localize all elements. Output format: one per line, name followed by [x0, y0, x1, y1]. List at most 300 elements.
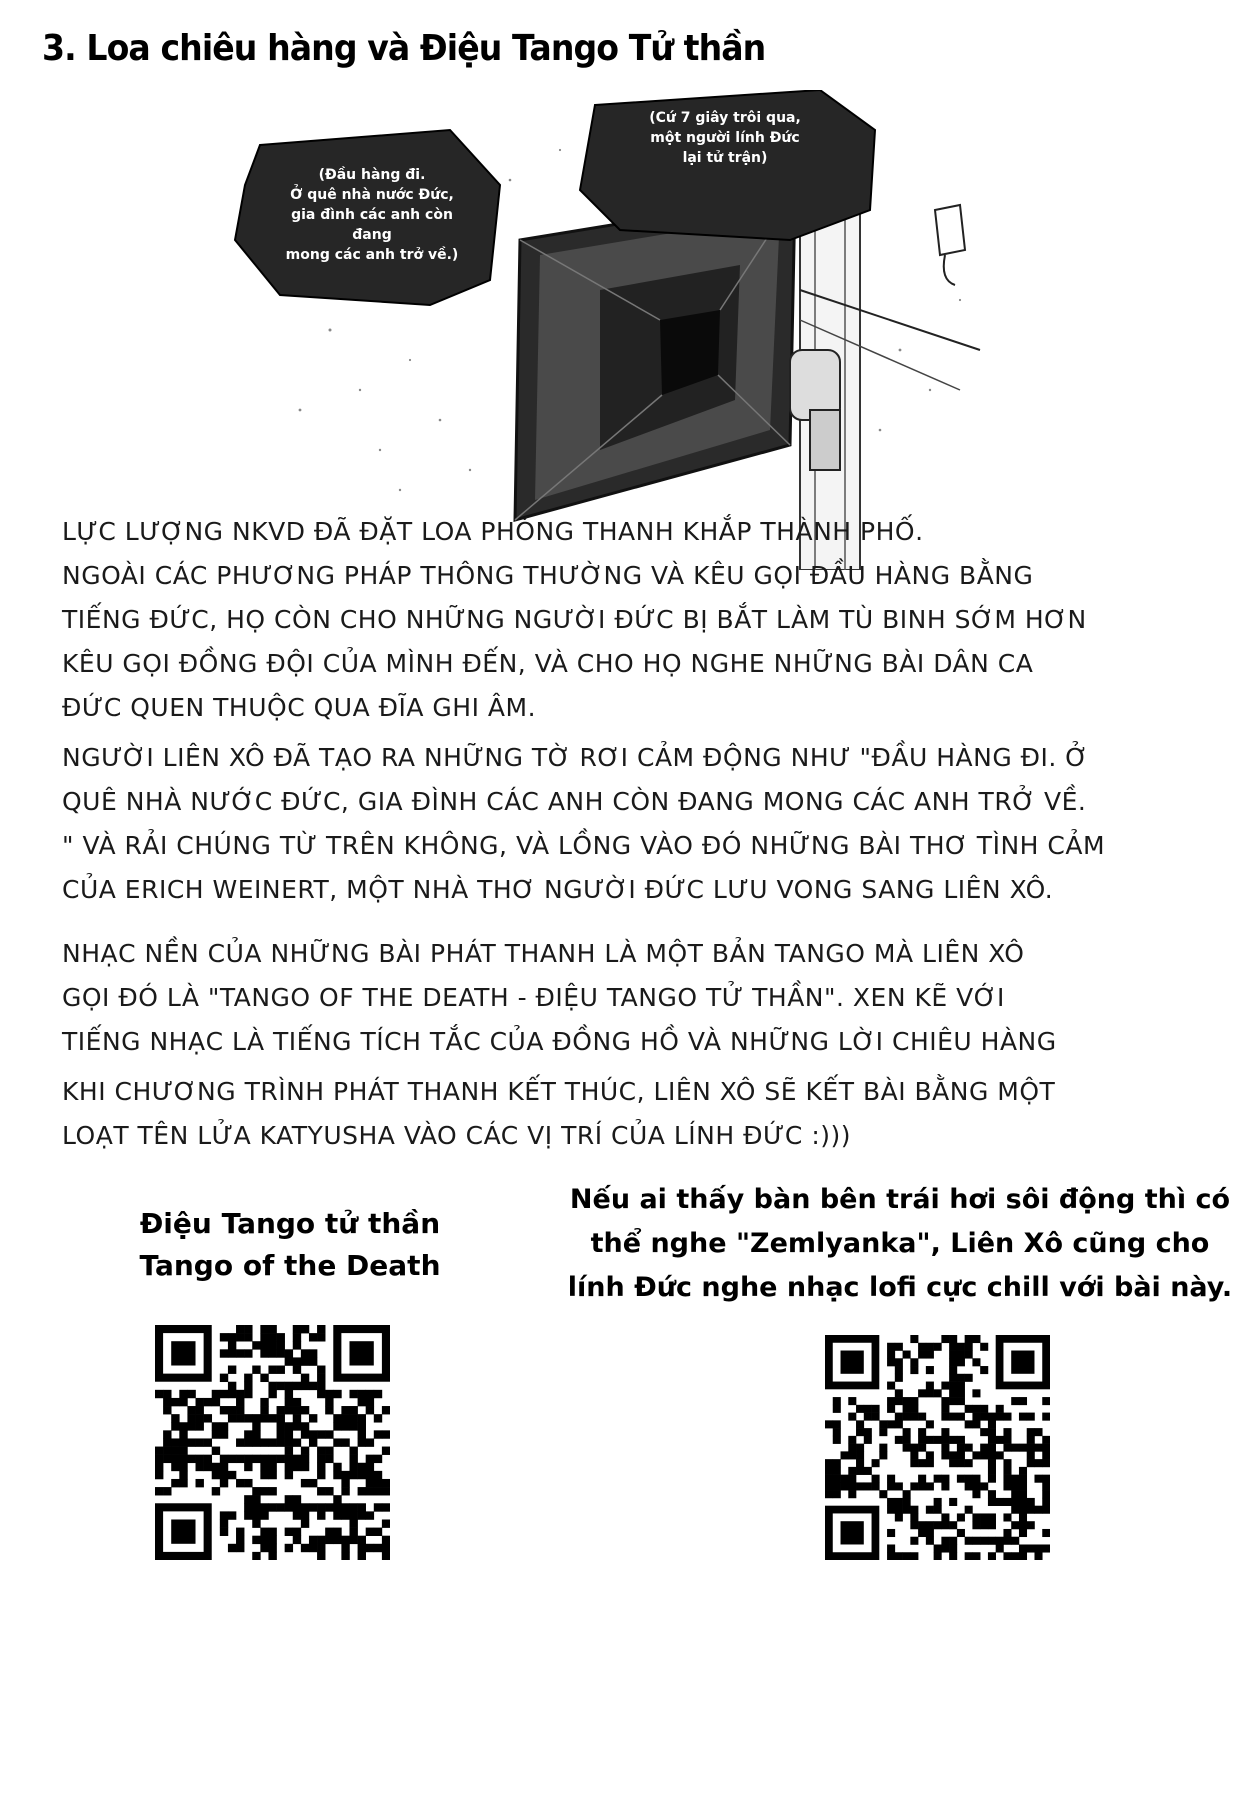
qr-code-icon[interactable]	[825, 1335, 1050, 1560]
qr-module	[1027, 1428, 1035, 1436]
qr-module	[196, 1463, 204, 1471]
qr-module	[228, 1471, 236, 1479]
qr-module	[879, 1420, 887, 1428]
qr-module	[349, 1471, 357, 1479]
qr-module	[196, 1406, 204, 1414]
qr-module	[301, 1511, 309, 1519]
qr-module	[895, 1498, 903, 1506]
qr-module	[895, 1513, 903, 1521]
qr-module	[293, 1398, 301, 1406]
bubble-line: (Cứ 7 giây trôi qua,	[649, 110, 801, 126]
qr-module	[848, 1397, 856, 1405]
qr-module	[293, 1422, 301, 1430]
qr-module	[887, 1405, 895, 1413]
qr-module	[196, 1479, 204, 1487]
qr-module	[1011, 1444, 1019, 1452]
qr-module	[252, 1552, 260, 1560]
qr-module	[293, 1333, 301, 1341]
page-title: 3. Loa chiêu hàng và Điệu Tango Tử thần	[42, 28, 766, 69]
paragraph-3	[62, 932, 1182, 1064]
qr-module	[972, 1490, 980, 1498]
qr-module	[1027, 1521, 1035, 1529]
qr-finder-pattern	[841, 1351, 864, 1374]
qr-module	[358, 1438, 366, 1446]
qr-module	[980, 1451, 988, 1459]
qr-module	[980, 1366, 988, 1374]
qr-module	[277, 1406, 285, 1414]
qr-module	[988, 1490, 996, 1498]
qr-module	[949, 1374, 957, 1382]
qr-module	[212, 1487, 220, 1495]
qr-module	[293, 1503, 301, 1511]
qr-module	[252, 1495, 260, 1503]
qr-module	[285, 1455, 293, 1463]
qr-module	[252, 1487, 260, 1495]
qr-finder-pattern	[841, 1521, 864, 1544]
qr-module	[374, 1487, 382, 1495]
qr-module	[260, 1544, 268, 1552]
qr-module	[179, 1430, 187, 1438]
qr-module	[349, 1511, 357, 1519]
qr-module	[988, 1521, 996, 1529]
qr-module	[309, 1479, 317, 1487]
qr-module	[1011, 1521, 1019, 1529]
qr-module	[333, 1438, 341, 1446]
qr-module	[155, 1471, 163, 1479]
qr-module	[293, 1382, 301, 1390]
qr-module	[1011, 1397, 1019, 1405]
qr-module	[1011, 1490, 1019, 1498]
qr-module	[358, 1422, 366, 1430]
qr-module	[228, 1390, 236, 1398]
qr-module	[317, 1463, 325, 1471]
qr-module	[228, 1455, 236, 1463]
text-line: ĐỨC QUEN THUỘC QUA ĐĨA GHI ÂM.	[62, 693, 537, 722]
qr-module	[1003, 1537, 1011, 1545]
bubble-line: gia đình các anh còn đang	[291, 207, 453, 243]
qr-module	[358, 1471, 366, 1479]
qr-module	[366, 1398, 374, 1406]
qr-module	[325, 1430, 333, 1438]
qr-module	[374, 1503, 382, 1511]
qr-module	[1011, 1482, 1019, 1490]
bubble-line: mong các anh trở về.)	[285, 247, 459, 263]
qr-module	[965, 1552, 973, 1560]
qr-module	[918, 1351, 926, 1359]
qr-module	[285, 1528, 293, 1536]
qr-module	[358, 1552, 366, 1560]
qr-module	[825, 1459, 833, 1467]
qr-module	[856, 1459, 864, 1467]
qr-module	[382, 1487, 390, 1495]
qr-module	[918, 1436, 926, 1444]
qr-module	[268, 1349, 276, 1357]
qr-module	[1019, 1513, 1027, 1521]
qr-module	[293, 1357, 301, 1365]
qr-module	[163, 1406, 171, 1414]
qr-module	[349, 1455, 357, 1463]
qr-module	[1027, 1506, 1035, 1514]
qr-module	[220, 1422, 228, 1430]
qr-module	[879, 1444, 887, 1452]
qr-module	[833, 1459, 841, 1467]
qr-module	[833, 1405, 841, 1413]
qr-module	[268, 1325, 276, 1333]
qr-module	[988, 1451, 996, 1459]
qr-module	[349, 1422, 357, 1430]
qr-module	[309, 1430, 317, 1438]
qr-module	[949, 1552, 957, 1560]
qr-module	[341, 1422, 349, 1430]
qr-module	[1034, 1475, 1042, 1483]
qr-module	[333, 1495, 341, 1503]
text-line: KHI CHƯƠNG TRÌNH PHÁT THANH KẾT THÚC, LIÊN XÔ SẼ KẾT BÀI BẰNG MỘT	[62, 1077, 1056, 1106]
qr-module	[301, 1430, 309, 1438]
qr-module	[268, 1382, 276, 1390]
qr-module	[204, 1463, 212, 1471]
qr-module	[325, 1447, 333, 1455]
qr-module	[277, 1430, 285, 1438]
qr-module	[1027, 1413, 1035, 1421]
qr-module	[934, 1475, 942, 1483]
qr-module	[187, 1406, 195, 1414]
qr-module	[187, 1438, 195, 1446]
qr-module	[252, 1366, 260, 1374]
text-line: CỦA ERICH WEINERT, MỘT NHÀ THƠ NGƯỜI ĐỨC LƯU VONG SANG LIÊN XÔ.	[62, 875, 1054, 904]
qr-module	[972, 1358, 980, 1366]
qr-module	[833, 1490, 841, 1498]
qr-module	[980, 1444, 988, 1452]
qr-module	[903, 1490, 911, 1498]
qr-module	[910, 1521, 918, 1529]
qr-module	[895, 1358, 903, 1366]
qr-module	[163, 1438, 171, 1446]
qr-module	[918, 1521, 926, 1529]
qr-module	[833, 1467, 841, 1475]
qr-module	[895, 1413, 903, 1421]
qr-module	[1011, 1537, 1019, 1545]
qr-module	[366, 1390, 374, 1398]
qr-module	[309, 1503, 317, 1511]
qr-module	[285, 1495, 293, 1503]
qr-module	[895, 1397, 903, 1405]
qr-module	[196, 1398, 204, 1406]
qr-module	[212, 1422, 220, 1430]
text-line: GỌI ĐÓ LÀ "TANGO OF THE DEATH - ĐIỆU TANGO TỬ THẦN". XEN KẼ VỚI	[62, 983, 1005, 1012]
qr-module	[1003, 1475, 1011, 1483]
qr-module	[1019, 1498, 1027, 1506]
paragraph-4	[62, 1070, 1182, 1158]
qr-module	[163, 1390, 171, 1398]
qr-module	[918, 1413, 926, 1421]
qr-module	[903, 1413, 911, 1421]
qr-module	[1019, 1444, 1027, 1452]
qr-module	[236, 1325, 244, 1333]
qr-module	[349, 1528, 357, 1536]
qr-module	[972, 1405, 980, 1413]
qr-module	[268, 1438, 276, 1446]
qr-module	[872, 1459, 880, 1467]
qr-module	[268, 1333, 276, 1341]
qr-module	[934, 1544, 942, 1552]
qr-module	[980, 1343, 988, 1351]
qr-module	[887, 1544, 895, 1552]
qr-module	[366, 1463, 374, 1471]
qr-module	[941, 1428, 949, 1436]
qr-module	[957, 1382, 965, 1390]
qr-module	[972, 1413, 980, 1421]
qr-module	[212, 1390, 220, 1398]
qr-module	[349, 1406, 357, 1414]
qr-module	[965, 1482, 973, 1490]
qr-module	[895, 1389, 903, 1397]
qr-module	[220, 1349, 228, 1357]
qr-module	[317, 1390, 325, 1398]
qr-module	[163, 1398, 171, 1406]
qr-module	[988, 1444, 996, 1452]
qr-module	[236, 1414, 244, 1422]
qr-module	[949, 1451, 957, 1459]
qr-module	[341, 1406, 349, 1414]
qr-module	[325, 1528, 333, 1536]
qr-module	[252, 1503, 260, 1511]
qr-module	[848, 1436, 856, 1444]
qr-module	[833, 1428, 841, 1436]
qr-module	[941, 1521, 949, 1529]
qr-module	[268, 1463, 276, 1471]
qr-module	[910, 1506, 918, 1514]
qr-module	[293, 1366, 301, 1374]
qr-module	[220, 1430, 228, 1438]
qr-module	[926, 1389, 934, 1397]
qr-module	[277, 1341, 285, 1349]
qr-module	[268, 1544, 276, 1552]
qr-module	[1027, 1436, 1035, 1444]
qr-module	[1019, 1490, 1027, 1498]
qr-module	[317, 1430, 325, 1438]
qr-module	[374, 1430, 382, 1438]
qr-module	[155, 1390, 163, 1398]
qr-module	[171, 1455, 179, 1463]
qr-module	[957, 1513, 965, 1521]
text-line: QUÊ NHÀ NƯỚC ĐỨC, GIA ĐÌNH CÁC ANH CÒN ĐANG MONG CÁC ANH TRỞ VỀ.	[62, 787, 1087, 816]
qr-module	[910, 1413, 918, 1421]
qr-label-line: thể nghe "Zemlyanka", Liên Xô cũng cho	[590, 1228, 1210, 1259]
qr-module	[187, 1455, 195, 1463]
qr-module	[349, 1519, 357, 1527]
qr-module	[244, 1455, 252, 1463]
qr-module	[1011, 1552, 1019, 1560]
qr-module	[333, 1536, 341, 1544]
qr-module	[301, 1382, 309, 1390]
qr-module	[1042, 1544, 1050, 1552]
qr-module	[341, 1438, 349, 1446]
qr-module	[341, 1479, 349, 1487]
qr-module	[887, 1475, 895, 1483]
qr-module	[1003, 1498, 1011, 1506]
text-line: NGOÀI CÁC PHƯƠNG PHÁP THÔNG THƯỜNG VÀ KÊU GỌI ĐẦU HÀNG BẰNG	[62, 561, 1034, 590]
qr-module	[918, 1459, 926, 1467]
text-line: NHẠC NỀN CỦA NHỮNG BÀI PHÁT THANH LÀ MỘT BẢN TANGO MÀ LIÊN XÔ	[62, 939, 1025, 968]
qr-module	[949, 1366, 957, 1374]
qr-module	[856, 1428, 864, 1436]
qr-module	[341, 1552, 349, 1560]
qr-module	[155, 1487, 163, 1495]
qr-module	[996, 1451, 1004, 1459]
qr-module	[1034, 1506, 1042, 1514]
qr-module	[957, 1459, 965, 1467]
qr-module	[341, 1471, 349, 1479]
qr-module	[382, 1479, 390, 1487]
qr-module	[220, 1528, 228, 1536]
qr-module	[825, 1467, 833, 1475]
qr-module	[333, 1503, 341, 1511]
qr-module	[1034, 1444, 1042, 1452]
qr-module	[366, 1487, 374, 1495]
qr-module	[825, 1475, 833, 1483]
qr-module	[236, 1455, 244, 1463]
qr-module	[358, 1463, 366, 1471]
qr-module	[941, 1513, 949, 1521]
qr-module	[244, 1463, 252, 1471]
qr-module	[1019, 1467, 1027, 1475]
qr-module	[277, 1382, 285, 1390]
qr-module	[317, 1447, 325, 1455]
qr-module	[268, 1341, 276, 1349]
qr-module	[903, 1552, 911, 1560]
qr-module	[244, 1333, 252, 1341]
qr-module	[957, 1529, 965, 1537]
qr-module	[825, 1490, 833, 1498]
qr-module	[277, 1455, 285, 1463]
qr-module	[941, 1405, 949, 1413]
qr-module	[228, 1511, 236, 1519]
qr-module	[260, 1333, 268, 1341]
qr-module	[957, 1413, 965, 1421]
qr-finder-pattern	[349, 1341, 373, 1365]
qr-module	[957, 1397, 965, 1405]
qr-module	[934, 1343, 942, 1351]
qr-module	[268, 1552, 276, 1560]
qr-module	[1027, 1544, 1035, 1552]
qr-module	[1003, 1529, 1011, 1537]
qr-module	[934, 1389, 942, 1397]
qr-module	[179, 1463, 187, 1471]
qr-module	[171, 1414, 179, 1422]
qr-module	[988, 1413, 996, 1421]
qr-module	[244, 1430, 252, 1438]
qr-module	[1019, 1482, 1027, 1490]
qr-module	[833, 1420, 841, 1428]
qr-module	[910, 1444, 918, 1452]
qr-module	[833, 1436, 841, 1444]
qr-module	[244, 1325, 252, 1333]
qr-module	[996, 1537, 1004, 1545]
qr-module	[358, 1430, 366, 1438]
qr-module	[949, 1343, 957, 1351]
qr-module	[317, 1536, 325, 1544]
qr-module	[374, 1414, 382, 1422]
qr-module	[887, 1382, 895, 1390]
qr-module	[204, 1455, 212, 1463]
qr-module	[252, 1438, 260, 1446]
qr-module	[980, 1482, 988, 1490]
qr-module	[1027, 1498, 1035, 1506]
qr-module	[236, 1544, 244, 1552]
qr-module	[325, 1536, 333, 1544]
speech-bubble-right	[615, 108, 835, 168]
qr-module	[1027, 1444, 1035, 1452]
qr-module	[301, 1422, 309, 1430]
qr-module	[244, 1414, 252, 1422]
qr-module	[965, 1343, 973, 1351]
qr-module	[341, 1503, 349, 1511]
qr-left-label	[100, 1203, 480, 1287]
qr-module	[887, 1552, 895, 1560]
qr-module	[268, 1414, 276, 1422]
qr-module	[333, 1471, 341, 1479]
qr-module	[996, 1413, 1004, 1421]
qr-module	[1019, 1506, 1027, 1514]
qr-module	[285, 1503, 293, 1511]
qr-module	[309, 1438, 317, 1446]
qr-module	[268, 1390, 276, 1398]
qr-module	[1003, 1428, 1011, 1436]
qr-module	[325, 1503, 333, 1511]
qr-module	[317, 1333, 325, 1341]
qr-module	[965, 1351, 973, 1359]
qr-module	[1019, 1397, 1027, 1405]
qr-module	[325, 1406, 333, 1414]
qr-module	[988, 1428, 996, 1436]
qr-module	[895, 1343, 903, 1351]
qr-module	[382, 1406, 390, 1414]
qr-module	[309, 1544, 317, 1552]
qr-module	[220, 1333, 228, 1341]
qr-module	[980, 1413, 988, 1421]
qr-code-icon[interactable]	[155, 1325, 390, 1560]
qr-module	[856, 1444, 864, 1452]
qr-module	[980, 1513, 988, 1521]
qr-module	[972, 1475, 980, 1483]
qr-module	[1034, 1428, 1042, 1436]
qr-module	[941, 1413, 949, 1421]
qr-module	[236, 1333, 244, 1341]
qr-module	[325, 1487, 333, 1495]
qr-module	[926, 1420, 934, 1428]
qr-module	[957, 1374, 965, 1382]
qr-module	[918, 1428, 926, 1436]
qr-module	[236, 1398, 244, 1406]
qr-module	[252, 1341, 260, 1349]
qr-module	[285, 1544, 293, 1552]
qr-module	[934, 1552, 942, 1560]
qr-module	[155, 1447, 163, 1455]
qr-module	[187, 1422, 195, 1430]
qr-module	[910, 1366, 918, 1374]
qr-module	[293, 1463, 301, 1471]
qr-module	[236, 1349, 244, 1357]
qr-module	[856, 1482, 864, 1490]
qr-module	[236, 1438, 244, 1446]
qr-module	[856, 1451, 864, 1459]
qr-module	[848, 1482, 856, 1490]
qr-module	[972, 1420, 980, 1428]
qr-module	[212, 1430, 220, 1438]
qr-module	[244, 1390, 252, 1398]
qr-module	[926, 1436, 934, 1444]
paragraph-2	[62, 736, 1182, 912]
